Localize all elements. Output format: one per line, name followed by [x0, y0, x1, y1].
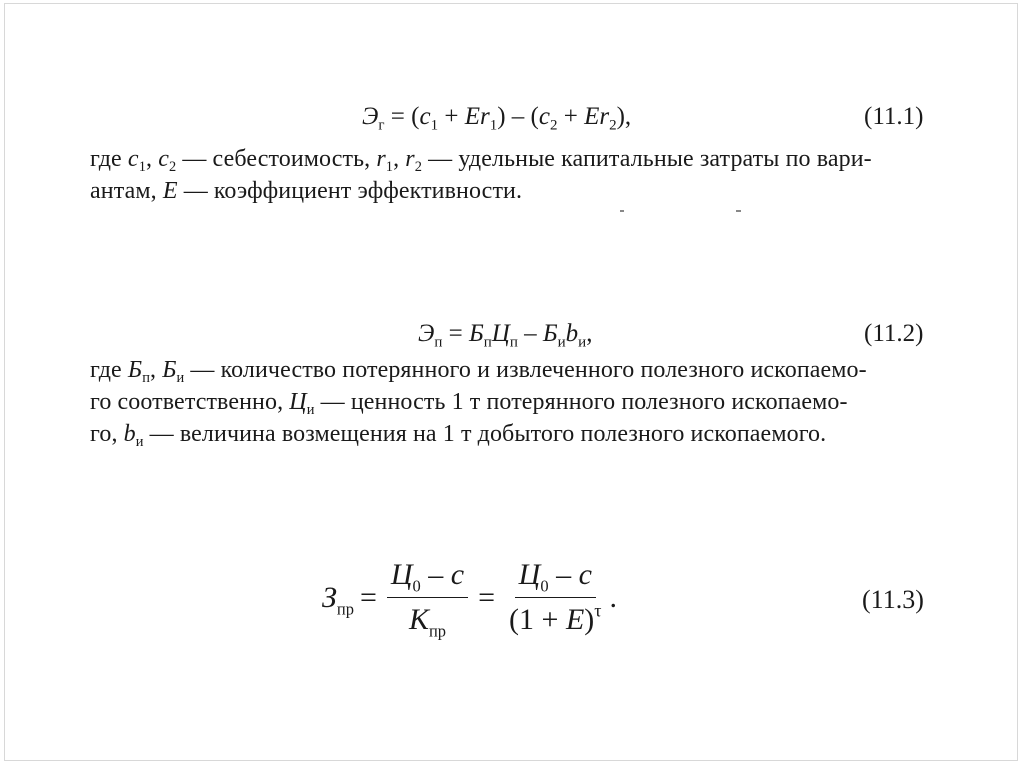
text: — величина возмещения на 1 т добытого полезного ископаемого.: [143, 421, 827, 447]
equation-number-11-1: (11.1): [864, 103, 924, 130]
symbol: – c: [548, 558, 592, 591]
symbol: c: [127, 146, 139, 172]
text-line: [90, 143, 940, 175]
text: где: [90, 357, 128, 383]
plus-sign: +: [563, 103, 578, 130]
text: го соответственно,: [90, 389, 290, 415]
symbol: c: [538, 103, 550, 130]
subscript: пр: [336, 598, 354, 618]
minus-sign: –: [524, 320, 537, 347]
text: — себестоимость,: [176, 146, 377, 172]
text: го,: [90, 421, 124, 447]
subscript: г: [378, 117, 385, 134]
subscript: п: [142, 370, 150, 387]
subscript: 2: [609, 117, 617, 134]
symbol: З: [322, 580, 337, 614]
symbol: c: [419, 103, 431, 130]
subscript: 1: [385, 159, 394, 176]
formula-11-1: [362, 103, 632, 134]
symbol: Б: [162, 357, 177, 383]
text: ,: [145, 146, 159, 172]
text-line: [90, 418, 940, 450]
subscript: пр: [428, 621, 447, 641]
subscript: 1: [430, 117, 439, 134]
symbol: E: [565, 603, 585, 636]
subscript: 2: [549, 117, 558, 134]
text: — коэффициент эффективности.: [177, 178, 523, 204]
subscript: 0: [540, 576, 549, 596]
symbol: Ц: [518, 558, 541, 591]
text: — удельные капитальные затраты по вари-: [422, 146, 872, 172]
subscript: и: [306, 402, 315, 419]
subscript: 0: [412, 576, 421, 596]
symbol: – c: [420, 558, 465, 591]
formula-3-lhs: [322, 580, 354, 618]
subscript: и: [135, 434, 144, 451]
explanation-paragraph-1: [90, 143, 940, 207]
fraction-2: [505, 558, 605, 637]
fraction-1: [387, 558, 468, 641]
subscript: 1: [138, 159, 146, 176]
subscript: п: [483, 334, 492, 351]
superscript: τ: [594, 600, 602, 621]
text: ): [584, 603, 595, 636]
paren: ),: [616, 103, 632, 130]
text: ,: [393, 146, 406, 172]
formula-11-3: [322, 558, 618, 641]
symbol: Б: [127, 357, 143, 383]
text: (1 +: [509, 603, 566, 636]
equals-sign: =: [478, 580, 496, 614]
subscript: п: [434, 334, 443, 351]
subscript: и: [578, 334, 587, 351]
formula-11-2: [418, 320, 593, 351]
symbol: Ц: [289, 389, 307, 415]
symbol: K: [408, 603, 429, 636]
equation-number-11-2: (11.2): [864, 320, 924, 347]
symbol: r: [376, 146, 386, 172]
text: ,: [150, 357, 163, 383]
symbol: c: [158, 146, 169, 172]
punctuation: .: [609, 580, 618, 614]
symbol: Ц: [390, 558, 413, 591]
paren: ): [497, 103, 506, 130]
subscript: и: [176, 370, 185, 387]
equation-number-11-3: (11.3): [862, 585, 924, 614]
text: — количество потерянного и извлеченного полезного ископаемо-: [184, 357, 867, 383]
text: где: [90, 146, 128, 172]
subscript: и: [557, 334, 566, 351]
fraction-2-numerator: [515, 558, 596, 598]
minus-sign: –: [511, 103, 525, 130]
punctuation: ,: [586, 320, 593, 347]
fraction-2-denominator: [505, 598, 605, 637]
explanation-paragraph-2: [90, 354, 940, 450]
symbol: b: [565, 320, 579, 347]
subscript: п: [509, 334, 518, 351]
symbol: r: [405, 146, 415, 172]
plus-sign: +: [444, 103, 459, 130]
symbol: b: [123, 421, 136, 447]
symbol: Er: [584, 103, 610, 130]
symbol: Б: [469, 320, 484, 347]
symbol: Б: [542, 320, 558, 347]
paren: (: [411, 103, 420, 130]
scan-speck: [736, 210, 741, 212]
text-line: [90, 354, 940, 386]
text-line: [90, 175, 940, 207]
subscript: 2: [168, 159, 177, 176]
text: антам,: [90, 178, 163, 204]
text: — ценность 1 т потерянного полезного ископаемо-: [314, 389, 848, 415]
symbol: Er: [464, 103, 490, 130]
subscript: 1: [489, 117, 498, 134]
subscript: 2: [414, 159, 423, 176]
fraction-1-denominator: [405, 598, 450, 641]
paren: (: [530, 103, 539, 130]
fraction-1-numerator: [387, 558, 468, 598]
formula-1-lhs: [362, 103, 385, 134]
symbol: E: [162, 178, 178, 204]
equals-sign: =: [448, 320, 463, 347]
symbol: Ц: [491, 320, 510, 347]
equals-sign: =: [359, 580, 377, 614]
text-line: [90, 386, 940, 418]
scan-speck: [620, 210, 624, 212]
equals-sign: =: [390, 103, 405, 130]
symbol: Э: [362, 103, 379, 130]
symbol: Э: [418, 320, 435, 347]
